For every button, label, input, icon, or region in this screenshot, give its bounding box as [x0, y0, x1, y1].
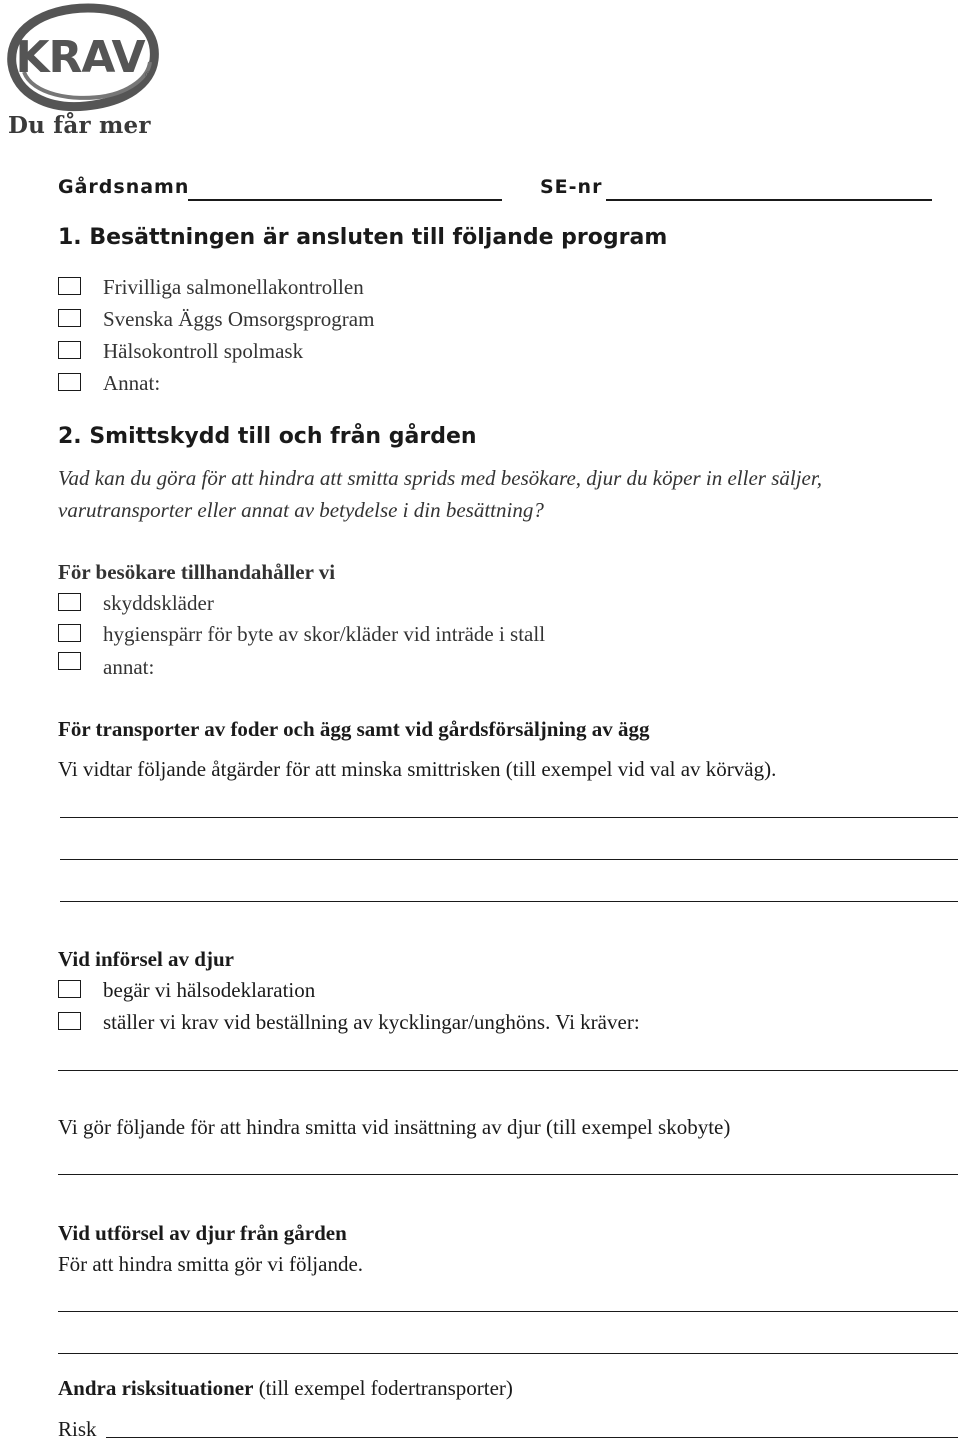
- other-risks-heading-suffix: (till exempel fodertransporter): [253, 1376, 513, 1400]
- checkbox-salmonella[interactable]: [58, 277, 81, 295]
- visitors-heading: För besökare tillhandahåller vi: [58, 560, 336, 584]
- farm-name-label: Gårdsnamn: [58, 176, 190, 198]
- option-salmonella-label: Frivilliga salmonellakontrollen: [103, 275, 364, 299]
- krav-logo-mark: [2, 2, 162, 114]
- checkbox-krav-bestallning[interactable]: [58, 1012, 81, 1030]
- section2-title: 2. Smittskydd till och från gården: [58, 424, 477, 449]
- checkbox-hygienspärr[interactable]: [58, 624, 81, 642]
- checkbox-skyddsklader[interactable]: [58, 593, 81, 611]
- checkbox-omsorgsprogram[interactable]: [58, 309, 81, 327]
- option-annat-program-label: Annat:: [103, 371, 161, 395]
- transports-text: Vi vidtar följande åtgärder för att minska smittrisken (till exempel vid val av körväg).: [58, 757, 777, 781]
- checkbox-spolmask[interactable]: [58, 341, 81, 359]
- krav-logo: [2, 2, 162, 142]
- option-annat-visitors-label: annat:: [103, 655, 155, 679]
- se-nr-label: SE-nr: [540, 176, 603, 198]
- transports-answer-line-1[interactable]: [60, 817, 958, 818]
- checkbox-annat-program[interactable]: [58, 373, 81, 391]
- logo-lettering: KRAV: [15, 32, 145, 83]
- other-risks-heading: Andra risksituationer: [58, 1376, 254, 1400]
- checkbox-halsodeklaration[interactable]: [58, 980, 81, 998]
- import-answer-line[interactable]: [58, 1070, 958, 1071]
- logo-tagline: Du får mer: [8, 112, 151, 139]
- section1-title: 1. Besättningen är ansluten till följande program: [58, 225, 668, 250]
- option-skyddsklader-label: skyddskläder: [103, 591, 214, 615]
- transports-answer-line-3[interactable]: [60, 901, 958, 902]
- import-animals-heading: Vid införsel av djur: [58, 947, 234, 971]
- export-answer-line-1[interactable]: [58, 1311, 958, 1312]
- option-halsodeklaration-label: begär vi hälsodeklaration: [103, 978, 316, 1002]
- svg-text:®: ®: [144, 71, 153, 81]
- option-hygienspärr-label: hygienspärr för byte av skor/kläder vid inträde i stall: [103, 622, 546, 646]
- option-omsorgsprogram-label: Svenska Äggs Omsorgsprogram: [103, 307, 375, 331]
- section2-intro-line2: varutransporter eller annat av betydelse i din besättning?: [58, 498, 544, 522]
- farm-name-field[interactable]: [188, 199, 502, 201]
- insertion-text: Vi gör följande för att hindra smitta vid insättning av djur (till exempel skobyte): [58, 1115, 731, 1139]
- transports-heading: För transporter av foder och ägg samt vid gårdsförsäljning av ägg: [58, 717, 650, 741]
- insertion-answer-line[interactable]: [58, 1174, 958, 1175]
- se-nr-field[interactable]: [606, 199, 932, 201]
- section2-intro-line1: Vad kan du göra för att hindra att smitta sprids med besökare, djur du köper in eller säljer,: [58, 466, 822, 490]
- transports-answer-line-2[interactable]: [60, 859, 958, 860]
- export-animals-heading: Vid utförsel av djur från gården: [58, 1221, 347, 1245]
- option-krav-bestallning-label: ställer vi krav vid beställning av kycklingar/unghöns. Vi kräver:: [103, 1010, 640, 1034]
- export-animals-text: För att hindra smitta gör vi följande.: [58, 1252, 364, 1276]
- checkbox-annat-visitors[interactable]: [58, 652, 81, 670]
- risk-answer-line[interactable]: [106, 1437, 958, 1438]
- other-risks-heading-row: [58, 1376, 513, 1401]
- option-spolmask-label: Hälsokontroll spolmask: [103, 339, 304, 363]
- export-answer-line-2[interactable]: [58, 1353, 958, 1354]
- risk-label: Risk: [58, 1417, 97, 1441]
